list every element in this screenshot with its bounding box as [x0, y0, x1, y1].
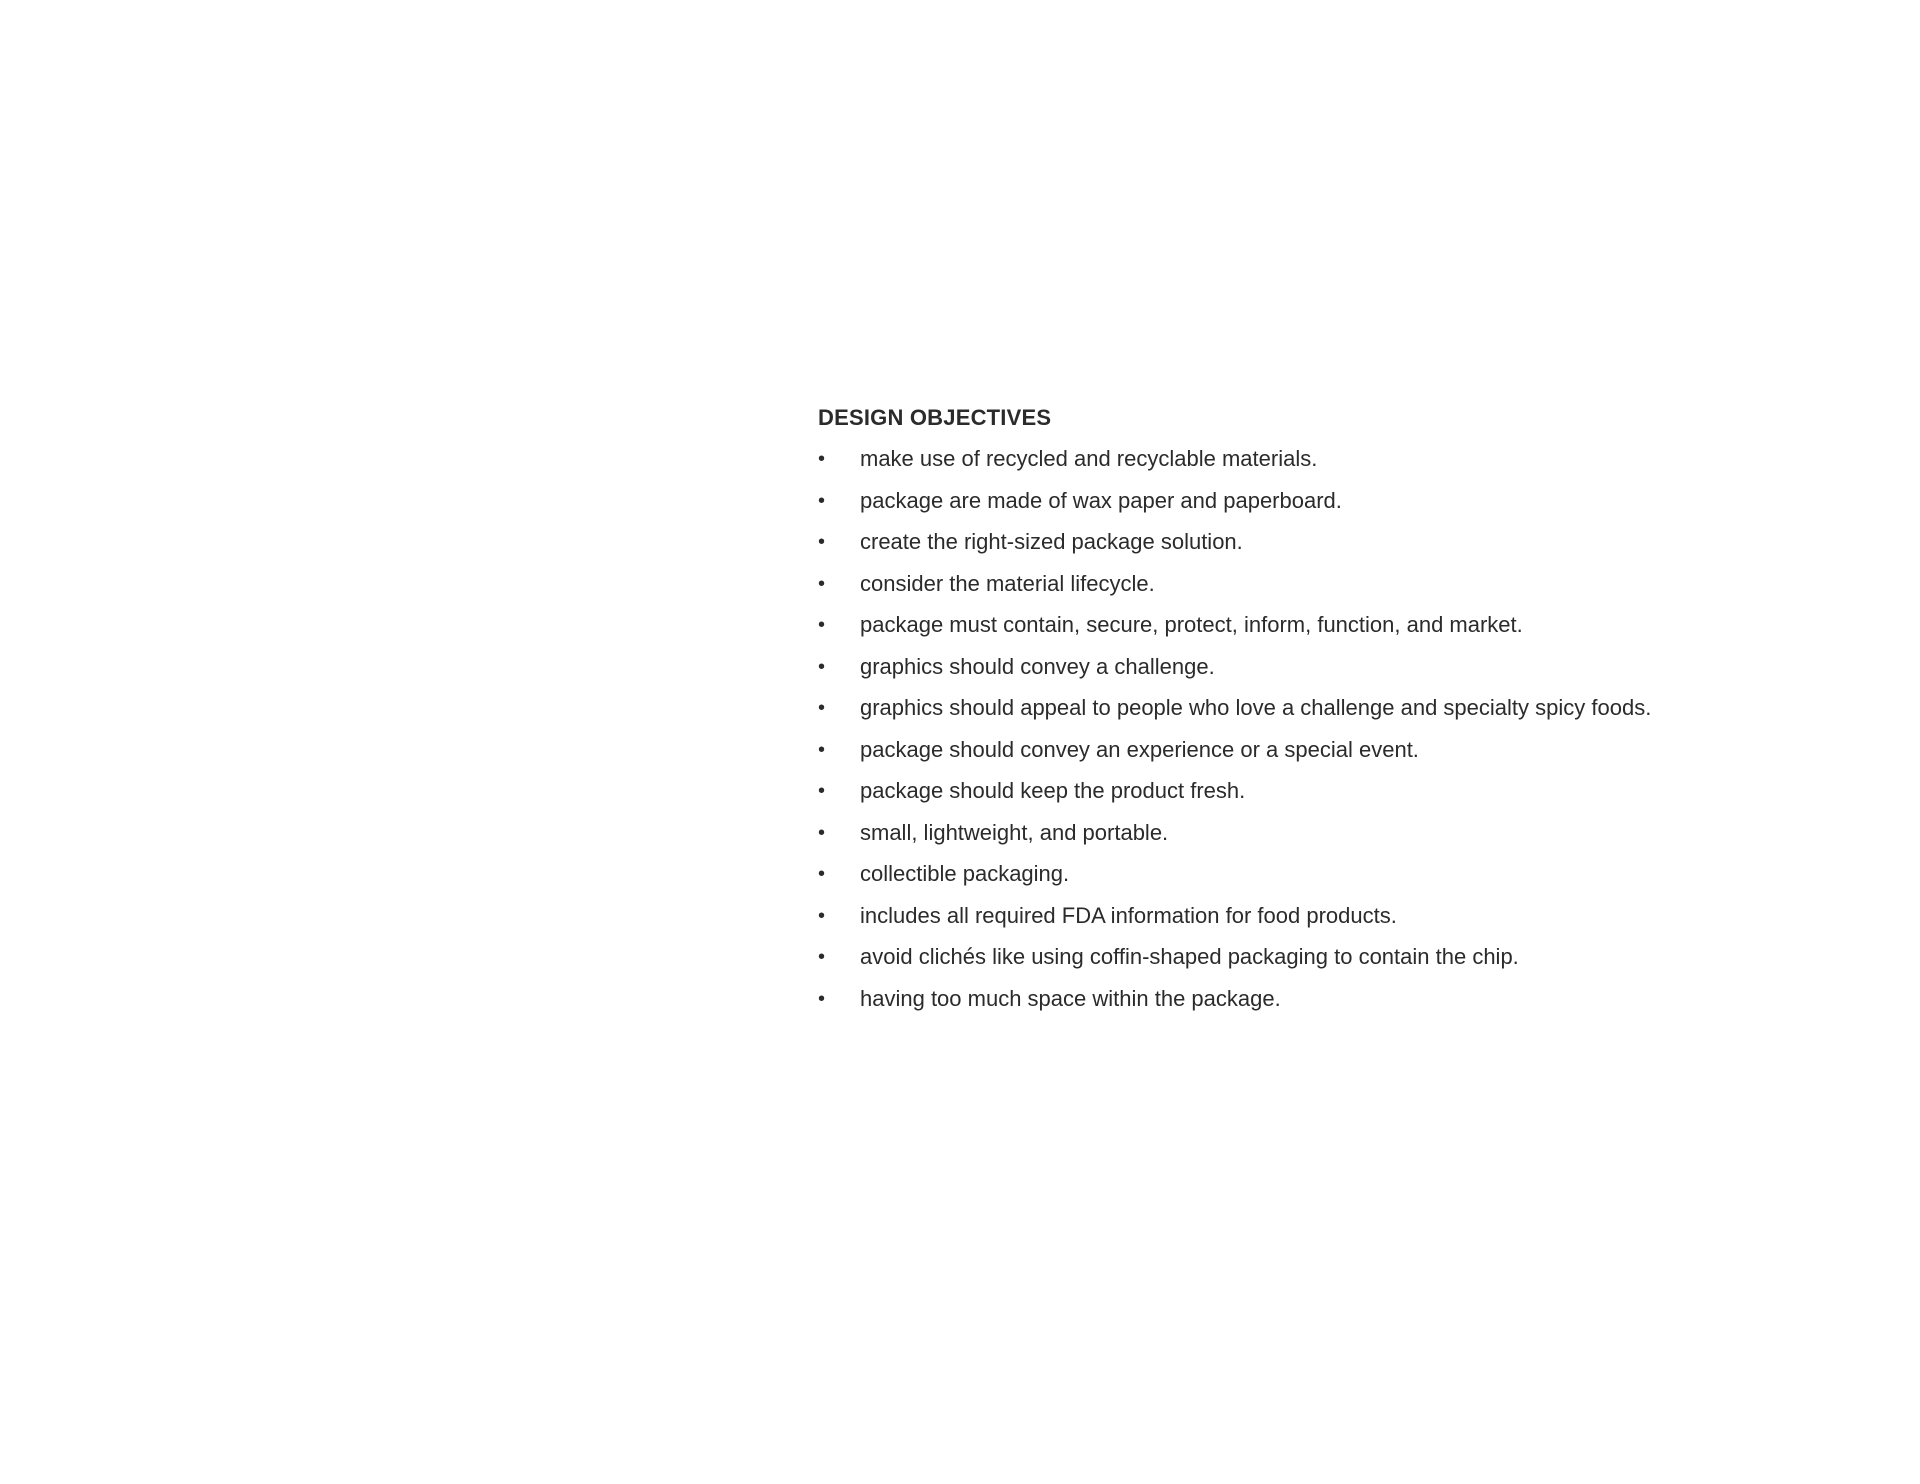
- section-heading: DESIGN OBJECTIVES: [818, 405, 1052, 430]
- bullet-icon: •: [818, 489, 826, 512]
- list-item-text: collectible packaging.: [860, 861, 1070, 886]
- bullet-icon: •: [818, 655, 826, 678]
- objectives-list: [818, 444, 1818, 1025]
- list-item-text: graphics should convey a challenge.: [860, 653, 1215, 679]
- list-item-text: consider the material lifecycle.: [860, 570, 1155, 596]
- list-item-text: package must contain, secure, protect, inform, function, and market.: [860, 612, 1523, 637]
- list-item-text: package should convey an experience or a special event.: [860, 736, 1419, 762]
- list-item: [818, 859, 1818, 901]
- bullet-icon: •: [818, 987, 826, 1010]
- list-item-text: graphics should appeal to people who love a challenge and specialty spicy foods.: [860, 695, 1652, 720]
- bullet-icon: •: [818, 904, 826, 927]
- list-item: [818, 486, 1818, 528]
- bullet-icon: •: [818, 531, 826, 553]
- list-item: [818, 901, 1818, 943]
- list-item-text: includes all required FDA information for food products.: [860, 902, 1397, 928]
- list-item-text: package are made of wax paper and paperboard.: [860, 487, 1342, 513]
- list-item-text: create the right-sized package solution.: [860, 529, 1243, 554]
- list-item-text: make use of recycled and recyclable materials.: [860, 446, 1318, 471]
- list-item: [818, 735, 1818, 777]
- list-item: [818, 610, 1818, 652]
- list-item-text: avoid clichés like using coffin-shaped packaging to contain the chip.: [860, 944, 1519, 969]
- list-item: [818, 652, 1818, 694]
- list-item: [818, 444, 1818, 486]
- list-item: [818, 693, 1818, 735]
- list-item-text: small, lightweight, and portable.: [860, 819, 1169, 845]
- list-item: [818, 818, 1818, 860]
- bullet-icon: •: [818, 946, 826, 968]
- list-item: [818, 942, 1818, 984]
- bullet-icon: •: [818, 448, 826, 470]
- bullet-icon: •: [818, 697, 826, 719]
- bullet-icon: •: [818, 738, 826, 761]
- list-item: [818, 569, 1818, 611]
- list-item: [818, 984, 1818, 1026]
- bullet-icon: •: [818, 614, 826, 636]
- list-item-text: package should keep the product fresh.: [860, 778, 1246, 803]
- list-item-text: having too much space within the package.: [860, 985, 1281, 1011]
- list-item: [818, 776, 1818, 818]
- list-item: [818, 527, 1818, 569]
- bullet-icon: •: [818, 821, 826, 844]
- bullet-icon: •: [818, 780, 826, 802]
- bullet-icon: •: [818, 863, 826, 885]
- design-objectives-section: [818, 403, 1818, 1025]
- bullet-icon: •: [818, 572, 826, 595]
